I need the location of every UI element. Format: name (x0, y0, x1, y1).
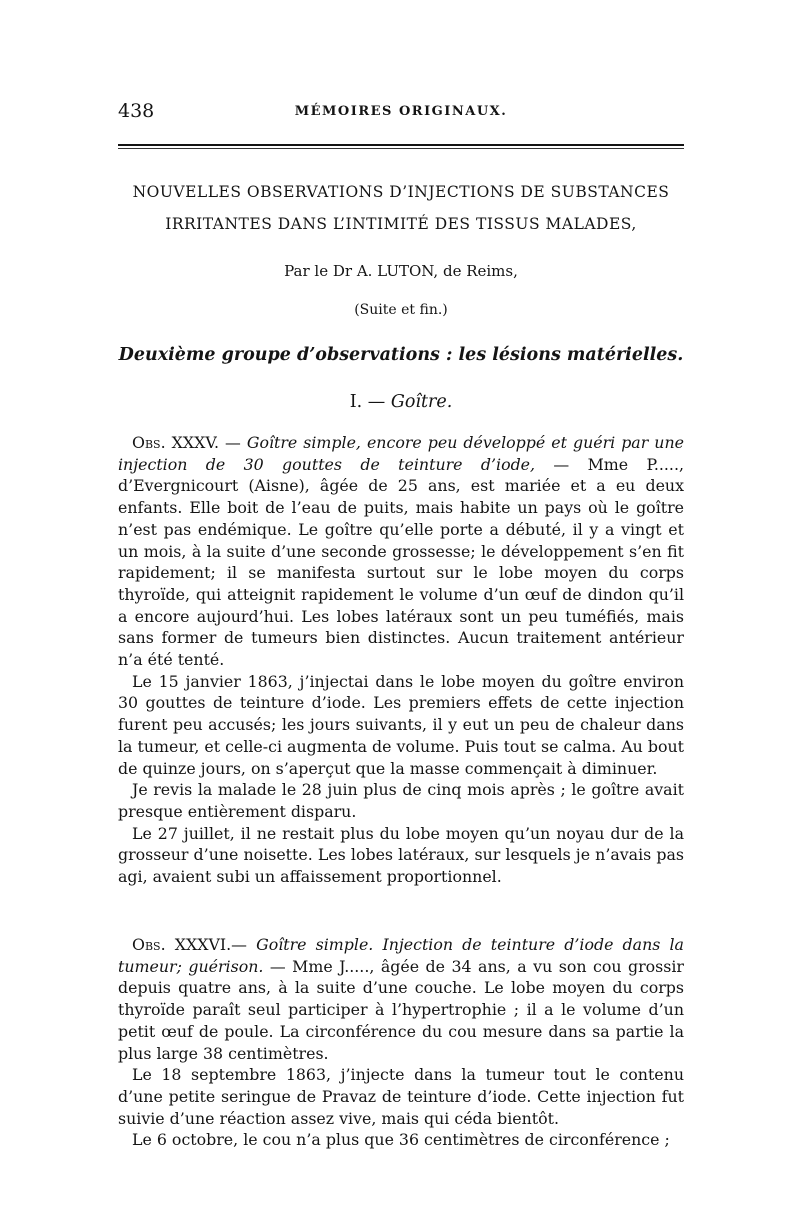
obs35-paragraph-3: Je revis la malade le 28 juin plus de cinq mois après ; le goître avait presque entièrement disparu. (118, 780, 684, 821)
section-number: I. (349, 392, 363, 412)
continuation-note: (Suite et fin.) (354, 302, 448, 318)
header-rule-thin (118, 148, 684, 149)
obs36-summary: Goître simple. Injection de teinture d’iode dans la tumeur; guérison. (118, 935, 684, 976)
obs36-paragraph-2: Le 18 septembre 1863, j’injecte dans la tumeur tout le contenu d’une petite seringue de Pravaz de teinture d’iode. Cette injection fut suivie d’une réaction assez vive, mais qui céda bientôt. (118, 1065, 684, 1128)
obs36-paragraph-3: Le 6 octobre, le cou n’a plus que 36 centimètres de circonférence ; (132, 1130, 670, 1150)
obs35-paragraph-4: Le 27 juillet, il ne restait plus du lobe moyen qu’un noyau dur de la grosseur d’une noisette. Les lobes latéraux, sur lesquels je n’avais pas agi, avaient subi un affaissement proportionnel. (118, 823, 684, 887)
section-heading (118, 392, 684, 412)
section-title: Goître. (390, 392, 453, 412)
section-dash: — (362, 392, 391, 412)
obs35-label: Obs. XXXV. (132, 433, 220, 452)
header-rule (118, 144, 684, 146)
obs35-paragraph-1 (118, 432, 684, 671)
article-author: Par le Dr A. LUTON, de Reims, (284, 262, 518, 280)
obs36-patient-text: — Mme J....., âgée de 34 ans, a vu son cou grossir depuis quatre ans, à la suite d’une couche. Le lobe moyen du corps thyroïde paraît seul participer à l’hypertrophie ; il a le volume d’un petit œuf de poule. La circonférence du cou mesure dans sa partie la plus large 38 centimètres. (118, 956, 684, 1063)
obs36-paragraph-1 (118, 934, 684, 1064)
running-title: MÉMOIRES ORIGINAUX. (294, 104, 508, 119)
observation-36 (118, 934, 684, 1151)
obs35-paragraph-2: Le 15 janvier 1863, j’injectai dans le lobe moyen du goître environ 30 gouttes de teinture d’iode. Les premiers effets de cette injection furent peu accusés; les jours suivants, il y eut un peu de chaleur dans la tumeur, et celle-ci augmenta de volume. Puis tout se calma. Au bout de quinze jours, on s’aperçut que la masse commençait à diminuer. (118, 671, 684, 778)
obs35-dash: — (219, 433, 247, 452)
group-heading: Deuxième groupe d’observations : les lésions matérielles. (118, 345, 684, 365)
obs35-summary: Goître simple, encore peu développé et guéri par une injection de 30 gouttes de teinture d’iode, (118, 433, 684, 474)
obs35-patient-text: — Mme P....., d’Evergnicourt (Aisne), âgée de 25 ans, est mariée et a eu deux enfants. Elle boit de l’eau de puits, mais habite un pays où le goître n’est pas endémique. Le goître qu’elle porte a débuté, il y a vingt et un mois, à la suite d’une seconde grossesse; le développement s’en fit rapidement; il se manifesta surtout sur le lobe moyen du corps thyroïde, qui atteignit rapidement le volume d’un œuf de dindon qu’il a encore aujourd’hui. Les lobes latéraux sont un peu tuméfiés, mais sans former de tumeurs bien distinctes. Aucun traitement antérieur n’a été tenté. (118, 454, 684, 670)
obs36-dash: — (231, 935, 257, 954)
observation-35 (118, 432, 684, 888)
running-head (118, 100, 684, 126)
article-title-line-2: IRRITANTES DANS L’INTIMITÉ DES TISSUS MALADES, (165, 215, 637, 233)
obs36-label: Obs. XXXVI. (132, 935, 232, 954)
page-number: 438 (118, 100, 155, 122)
article-title-line-1: NOUVELLES OBSERVATIONS D’INJECTIONS DE SUBSTANCES (132, 183, 670, 201)
